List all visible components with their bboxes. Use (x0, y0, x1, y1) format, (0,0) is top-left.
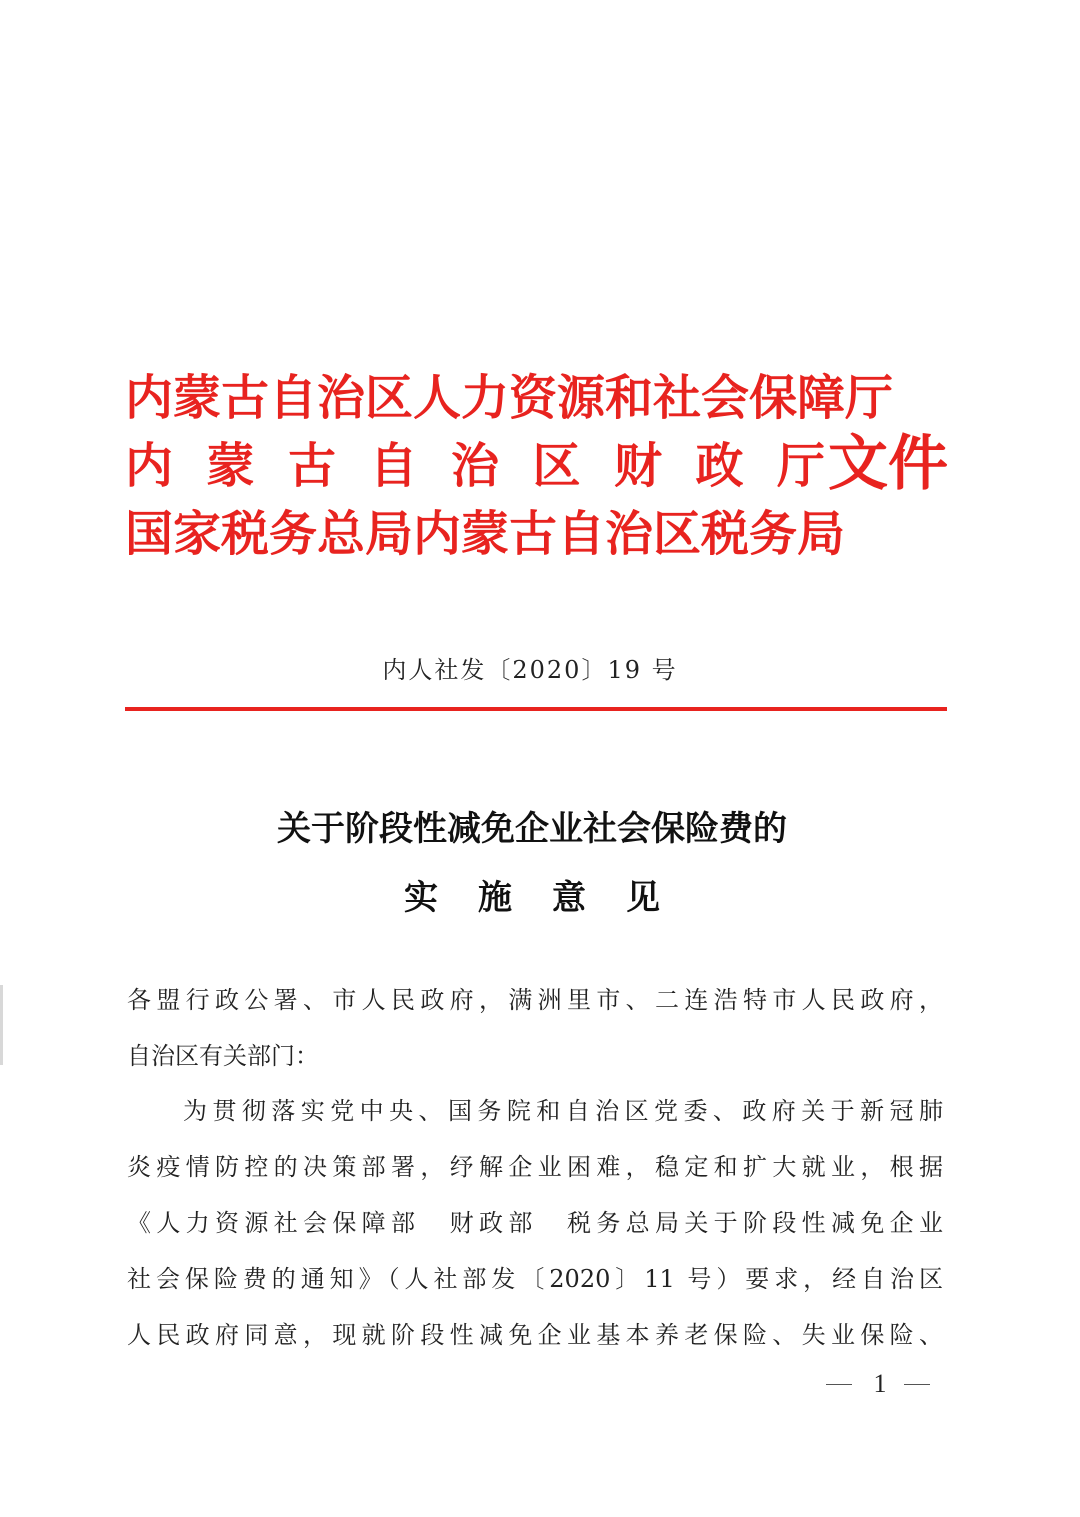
agency-name-finance: 内蒙古自治区财政厅 (125, 438, 825, 494)
body-line: 《人力资源社会保障部 财政部 税务总局关于阶段性减免企业 (127, 1209, 943, 1237)
red-separator-line (125, 707, 947, 711)
page-number-value: 1 (873, 1369, 887, 1398)
document-title-line-1: 关于阶段性减免企业社会保险费的 (277, 809, 787, 849)
agency-name-tax: 国家税务总局内蒙古自治区税务局 (125, 506, 846, 562)
document-type-label: 文件 (828, 429, 948, 499)
scan-edge-mark (0, 985, 3, 1065)
page-number-dash (904, 1384, 930, 1385)
page-number (826, 1366, 936, 1402)
body-line: 自治区有关部门： (127, 1042, 319, 1070)
body-line: 炎疫情防控的决策部署，纾解企业困难，稳定和扩大就业，根据 (127, 1153, 943, 1181)
document-title-line-2: 实施意见 (404, 878, 700, 918)
issuing-authorities-header (125, 360, 948, 565)
body-line: 为贯彻落实党中央、国务院和自治区党委、政府关于新冠肺 (183, 1097, 943, 1125)
agency-name-hrss: 内蒙古自治区人力资源和社会保障厅 (125, 370, 894, 426)
body-line: 各盟行政公署、市人民政府，满洲里市、二连浩特市人民政府， (127, 986, 943, 1014)
document-number: 内人社发〔2020〕19 号 (382, 656, 678, 684)
page-number-dash (826, 1384, 852, 1385)
body-line: 人民政府同意，现就阶段性减免企业基本养老保险、失业保险、 (127, 1321, 943, 1349)
body-line: 社会保险费的通知》（人社部发〔2020〕11 号）要求，经自治区 (127, 1265, 943, 1293)
